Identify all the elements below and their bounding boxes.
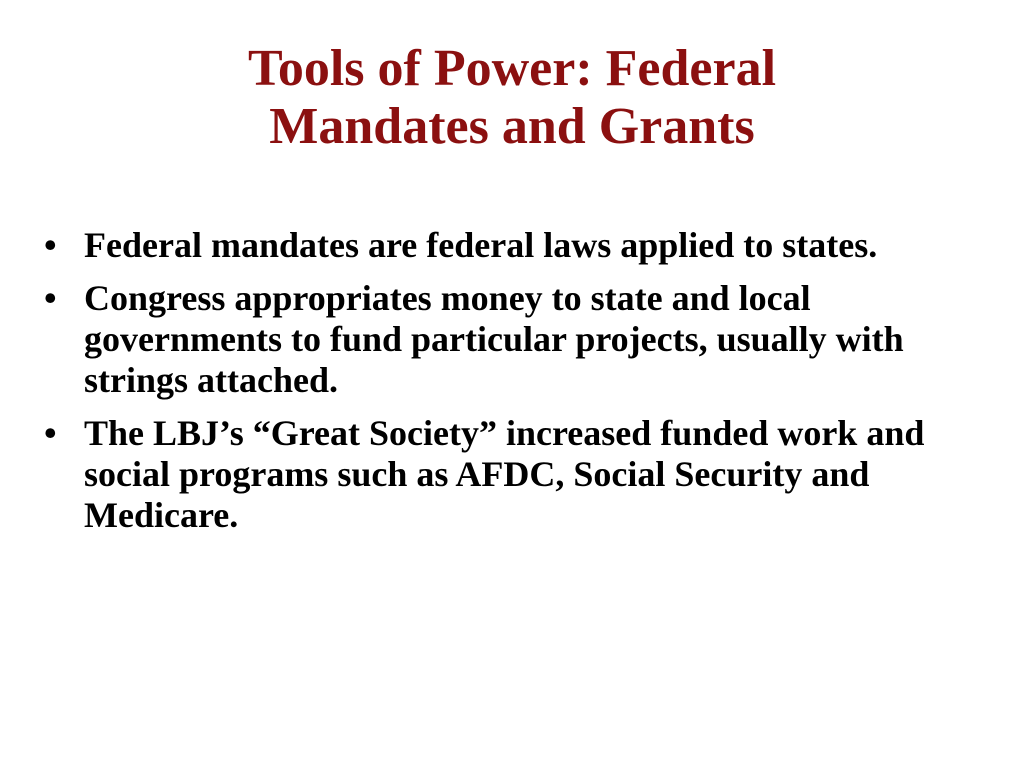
bullet-list xyxy=(44,225,974,548)
slide-title-line-2: Mandates and Grants xyxy=(269,98,755,155)
bullet-item xyxy=(44,225,974,266)
bullet-text: Congress appropriates money to state and local governments to fund particular projects, usually with strings attached. xyxy=(84,278,904,400)
slide-title-line-1: Tools of Power: Federal xyxy=(247,40,777,97)
bullet-item xyxy=(44,413,974,536)
bullet-text: The LBJ’s “Great Society” increased funded work and social programs such as AFDC, Social Security and Medicare. xyxy=(84,413,925,535)
bullet-item xyxy=(44,278,974,401)
bullet-text: Federal mandates are federal laws applied to states. xyxy=(84,225,878,265)
bullet-icon: • xyxy=(44,278,57,318)
slide-title xyxy=(0,40,1024,156)
bullet-icon: • xyxy=(44,225,57,265)
bullet-icon: • xyxy=(44,413,57,453)
